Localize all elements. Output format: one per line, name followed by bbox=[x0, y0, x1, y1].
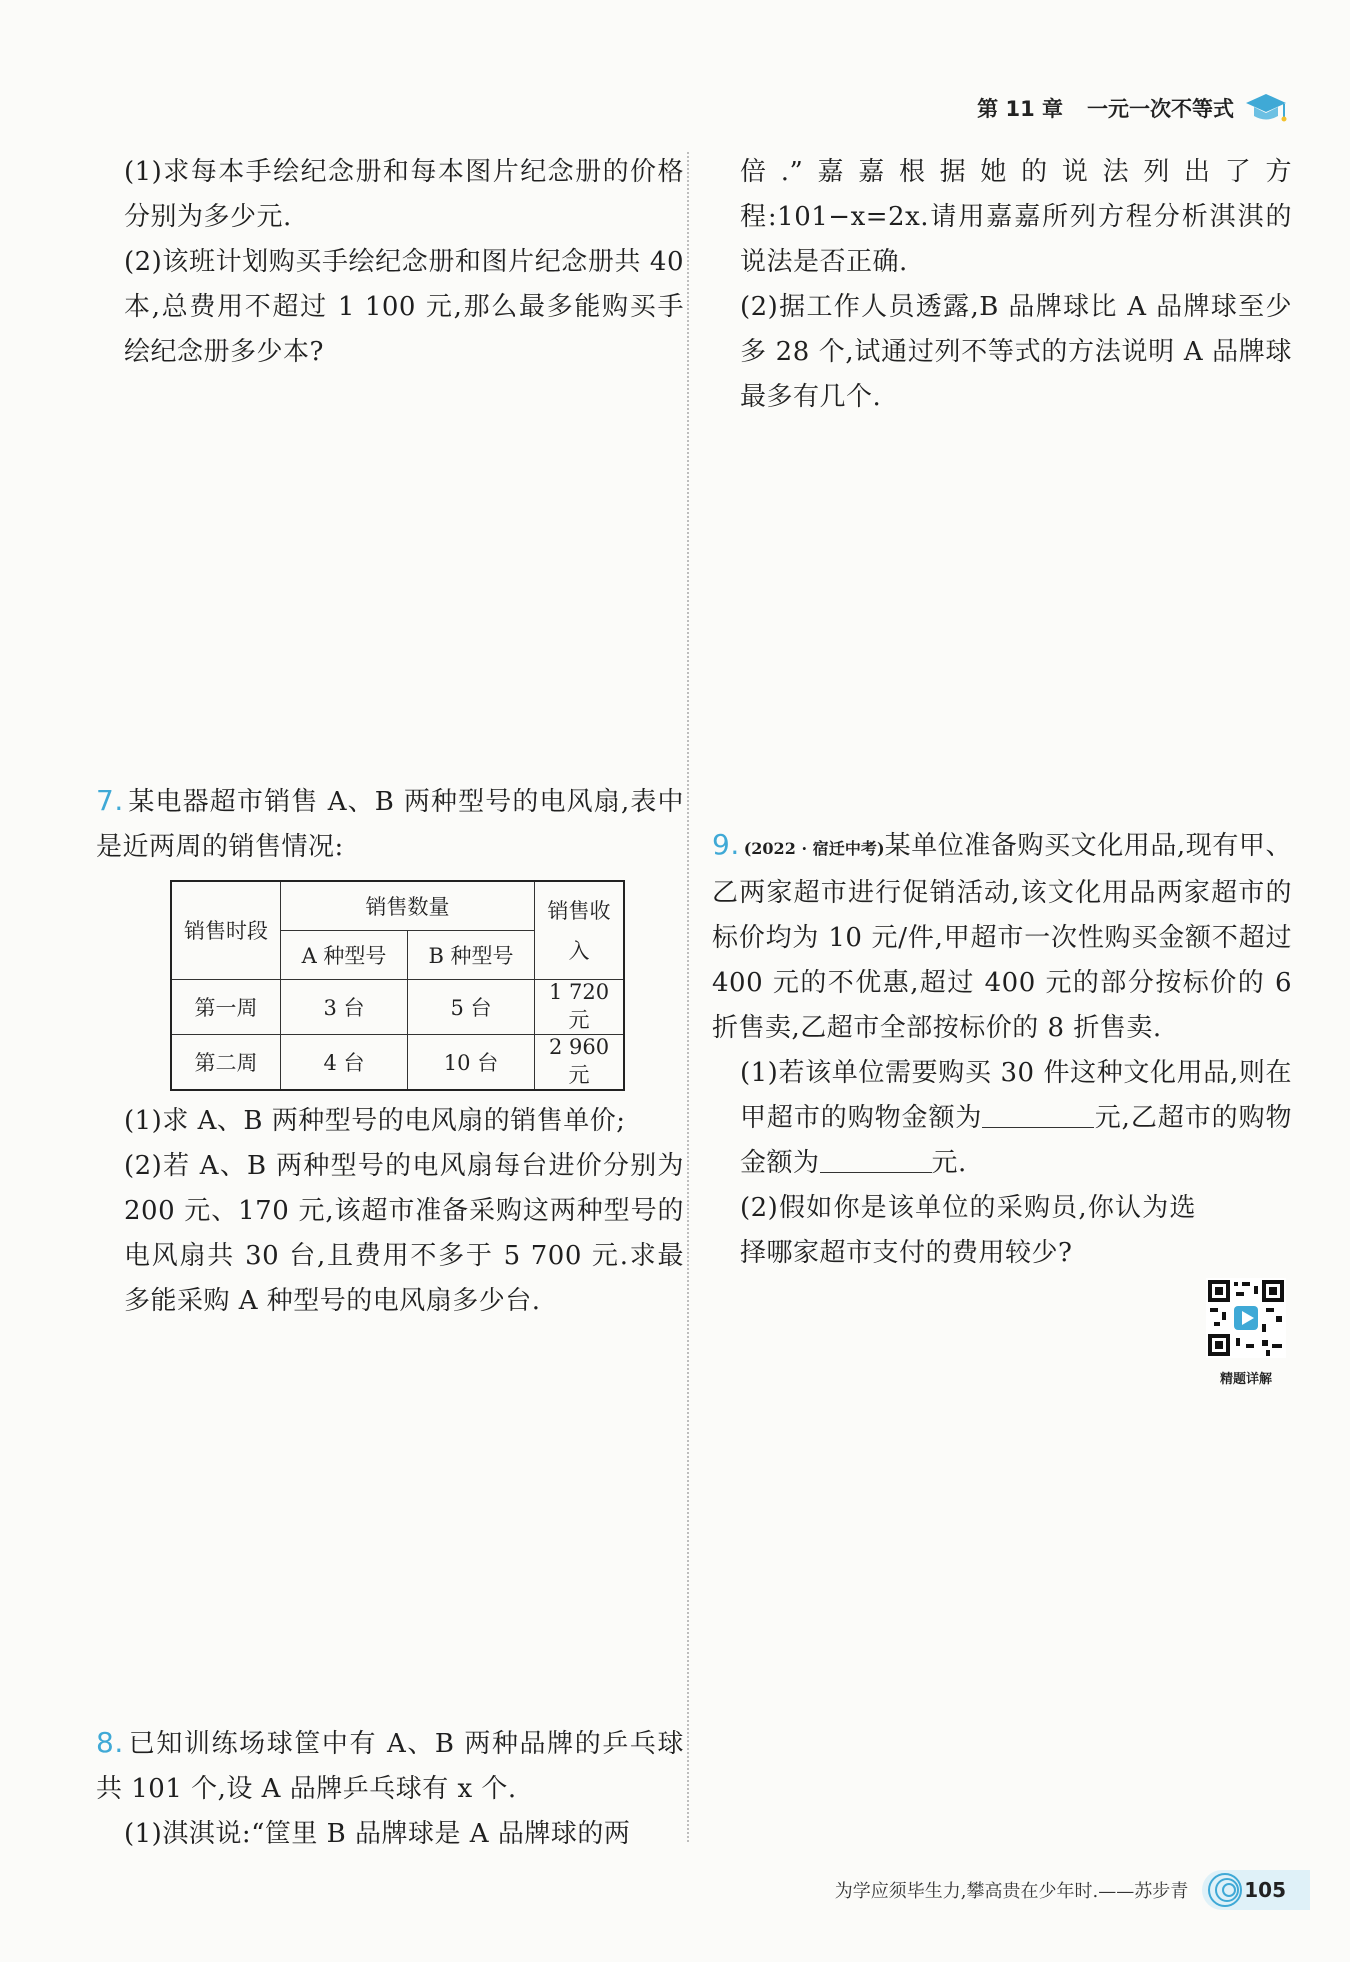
q7-stem: 某电器超市销售 A、B 两种型号的电风扇,表中是近两周的销售情况: bbox=[96, 787, 684, 862]
q8-part1: (1)淇淇说:“筐里 B 品牌球是 A 品牌球的两 bbox=[124, 1819, 631, 1849]
sales-table bbox=[170, 880, 625, 1091]
question-8 bbox=[96, 1720, 684, 1857]
spiral-icon bbox=[1206, 1871, 1244, 1909]
table-header-b: B 种型号 bbox=[408, 931, 535, 980]
q7-part2: (2)若 A、B 两种型号的电风扇每台进价分别为 200 元、170 元,该超市准备采购这两种型号的电风扇共 30 台,且费用不多于 5 700 元.求最多能采购 A 种型号的电风扇多少台. bbox=[124, 1151, 684, 1316]
q8-number: 8. bbox=[96, 1726, 124, 1759]
q9-source: (2022 · 宿迁中考) bbox=[743, 839, 885, 858]
table-header-period: 销售时段 bbox=[171, 881, 281, 980]
table-cell-income: 1 720 元 bbox=[535, 980, 625, 1035]
chapter-title: 一元一次不等式 bbox=[1087, 97, 1234, 121]
table-cell-b: 10 台 bbox=[408, 1035, 535, 1091]
q7-number: 7. bbox=[96, 784, 124, 817]
question-9 bbox=[712, 822, 1292, 1276]
q7-part1: (1)求 A、B 两种型号的电风扇的销售单价; bbox=[124, 1106, 626, 1136]
qr-code-block[interactable] bbox=[1204, 1278, 1288, 1387]
table-header-a: A 种型号 bbox=[281, 931, 408, 980]
q8-part2: (2)据工作人员透露,B 品牌球比 A 品牌球至少多 28 个,试通过列不等式的方法说明 A 品牌球最多有几个. bbox=[740, 292, 1292, 412]
q9-part1 bbox=[712, 1051, 1292, 1186]
footer-quote: 为学应须毕生力,攀高贵在少年时.——苏步青 bbox=[834, 1881, 1189, 1902]
q9-stem: 某单位准备购买文化用品,现有甲、乙两家超市进行促销活动,该文化用品两家超市的标价均为 10 元/件,甲超市一次性购买金额不超过 400 元的不优惠,超过 400 元的部分按标价的 6 折售卖,乙超市全部按标价的 8 折售卖. bbox=[712, 831, 1292, 1043]
table-header-qty: 销售数量 bbox=[281, 881, 535, 931]
table-header-income: 销售收入 bbox=[535, 881, 625, 980]
answer-blank-yi[interactable] bbox=[820, 1146, 932, 1173]
q9-number: 9. bbox=[712, 828, 740, 861]
page-number: 105 bbox=[1244, 1878, 1286, 1902]
q6-part1: (1)求每本手绘纪念册和每本图片纪念册的价格分别为多少元. bbox=[124, 157, 684, 232]
page-footer bbox=[835, 1870, 1310, 1910]
page-header bbox=[977, 88, 1288, 128]
page-number-tab bbox=[1202, 1870, 1310, 1910]
chapter-label: 第 11 章 bbox=[977, 97, 1063, 121]
column-divider bbox=[687, 152, 689, 1842]
table-row bbox=[171, 1035, 624, 1091]
table-cell-period: 第二周 bbox=[171, 1035, 281, 1091]
q9-part1-text-a: (1)若该单位需要购买 30 件这种文化用品,则在甲超市的购物金额为 bbox=[740, 1058, 1292, 1133]
table-row bbox=[171, 980, 624, 1035]
q9-part2: (2)假如你是该单位的采购员,你认为选择哪家超市支付的费用较少? bbox=[740, 1193, 1196, 1268]
answer-blank-jia[interactable] bbox=[982, 1101, 1094, 1128]
q8-stem: 已知训练场球筐中有 A、B 两种品牌的乒乓球共 101 个,设 A 品牌乒乓球有 x 个. bbox=[96, 1729, 684, 1804]
qr-label: 精题详解 bbox=[1219, 1372, 1272, 1387]
table-cell-a: 4 台 bbox=[281, 1035, 408, 1091]
left-column-top bbox=[96, 150, 684, 375]
q9-part1-text-c: 元. bbox=[931, 1148, 967, 1178]
qr-code-icon[interactable] bbox=[1206, 1278, 1286, 1358]
table-cell-b: 5 台 bbox=[408, 980, 535, 1035]
question-7 bbox=[96, 778, 684, 1324]
q6-part2: (2)该班计划购买手绘纪念册和图片纪念册共 40 本,总费用不超过 1 100 元,那么最多能购买手绘纪念册多少本? bbox=[124, 247, 684, 367]
table-cell-income: 2 960 元 bbox=[535, 1035, 625, 1091]
q8-part1-continued: 倍.”嘉嘉根据她的说法列出了方程:101−x=2x.请用嘉嘉所列方程分析淇淇的说法是否正确. bbox=[740, 157, 1292, 277]
table-cell-a: 3 台 bbox=[281, 980, 408, 1035]
right-column-top bbox=[712, 150, 1292, 420]
table-cell-period: 第一周 bbox=[171, 980, 281, 1035]
q9-part1-text-b: 元,乙超市的购物金额为 bbox=[740, 1103, 1292, 1178]
graduation-cap-icon bbox=[1244, 88, 1288, 128]
